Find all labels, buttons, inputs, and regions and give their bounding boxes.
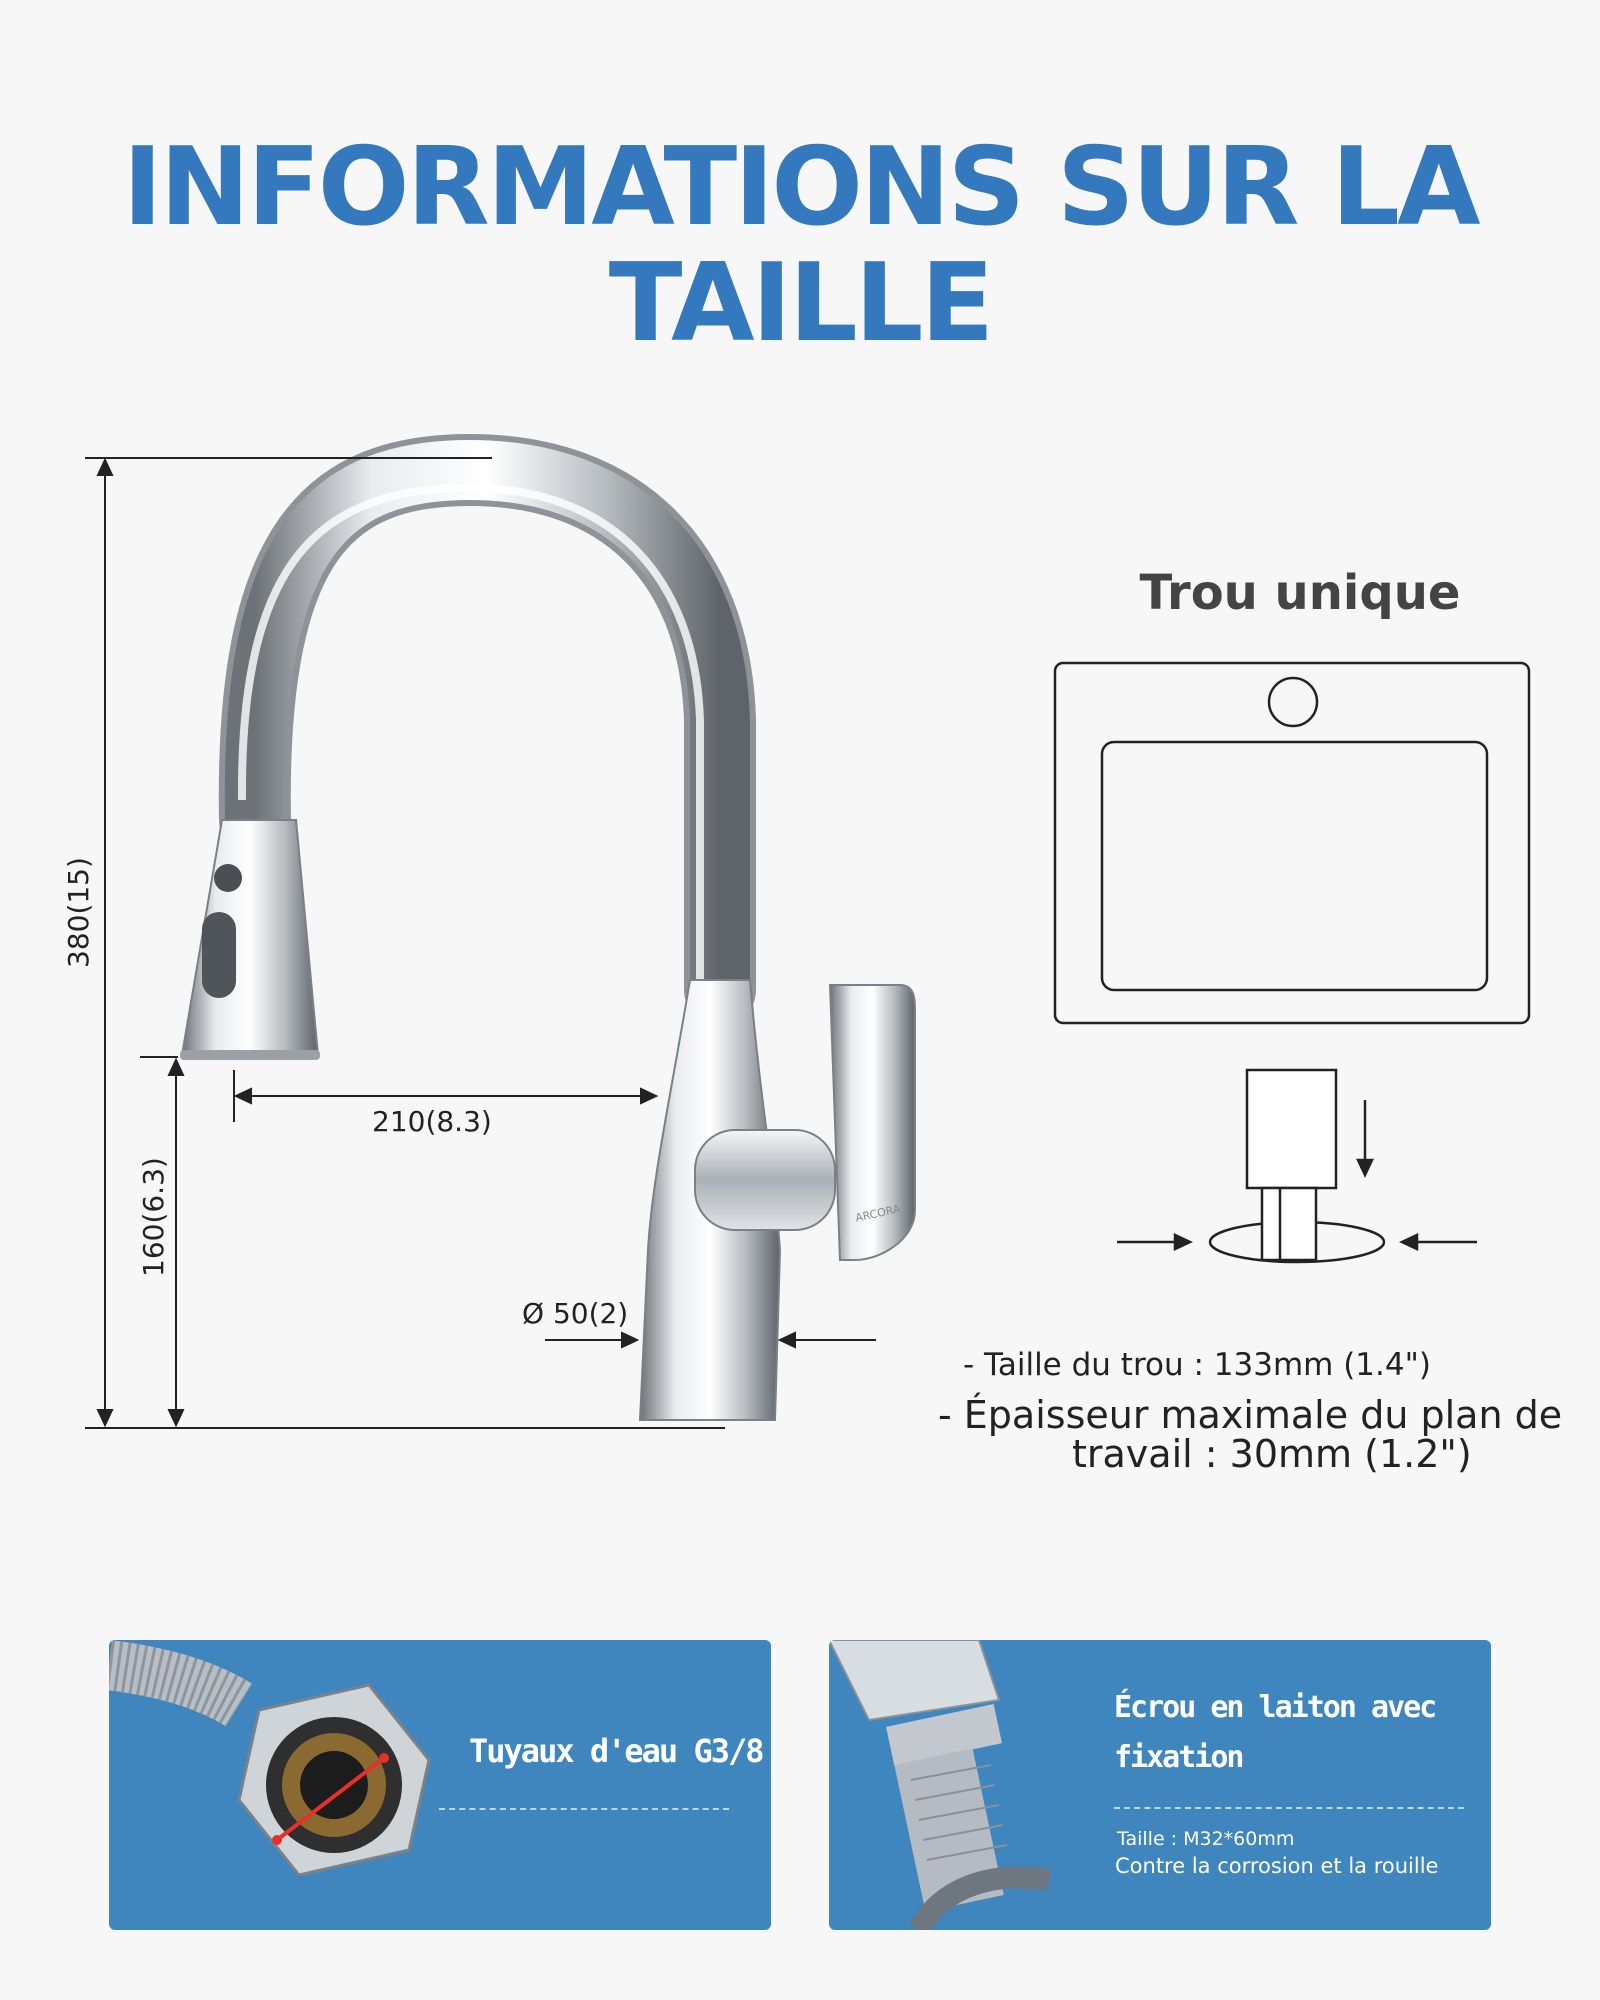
hole-spec-thickness-1: - Épaisseur maximale du plan de [938, 1393, 1563, 1437]
hole-spec-size: - Taille du trou : 133mm (1.4") [963, 1347, 1431, 1383]
base-diameter-label: Ø 50(2) [522, 1297, 629, 1330]
card-brass-nut [829, 1640, 1491, 1930]
mounting-diagram [1117, 1070, 1477, 1262]
card-divider [439, 1808, 729, 1810]
sink-diagram [1055, 663, 1529, 1023]
nut-image [829, 1640, 1491, 1930]
card-brass-nut-size: Taille : M32*60mm [1117, 1828, 1295, 1850]
hose-image [109, 1640, 771, 1930]
title-line-2: TAILLE [608, 241, 992, 366]
card-water-pipes [109, 1640, 771, 1930]
title-line-1: INFORMATIONS SUR LA [122, 125, 1478, 250]
hole-spec-thickness-2: travail : 30mm (1.2") [1072, 1432, 1472, 1476]
card-divider [1114, 1807, 1464, 1809]
brand-mark: ARCORA [854, 1202, 902, 1225]
height-total-label: 380(15) [62, 857, 95, 968]
card-brass-nut-title-2: fixation [1114, 1740, 1243, 1775]
card-brass-nut-title-1: Écrou en laiton avec [1114, 1690, 1436, 1725]
hole-title: Trou unique [1139, 565, 1461, 621]
card-water-pipes-title: Tuyaux d'eau G3/8 [469, 1732, 763, 1770]
spout-height-label: 160(6.3) [137, 1157, 170, 1277]
spout-reach-label: 210(8.3) [372, 1105, 492, 1138]
card-brass-nut-corrosion: Contre la corrosion et la rouille [1115, 1854, 1439, 1878]
